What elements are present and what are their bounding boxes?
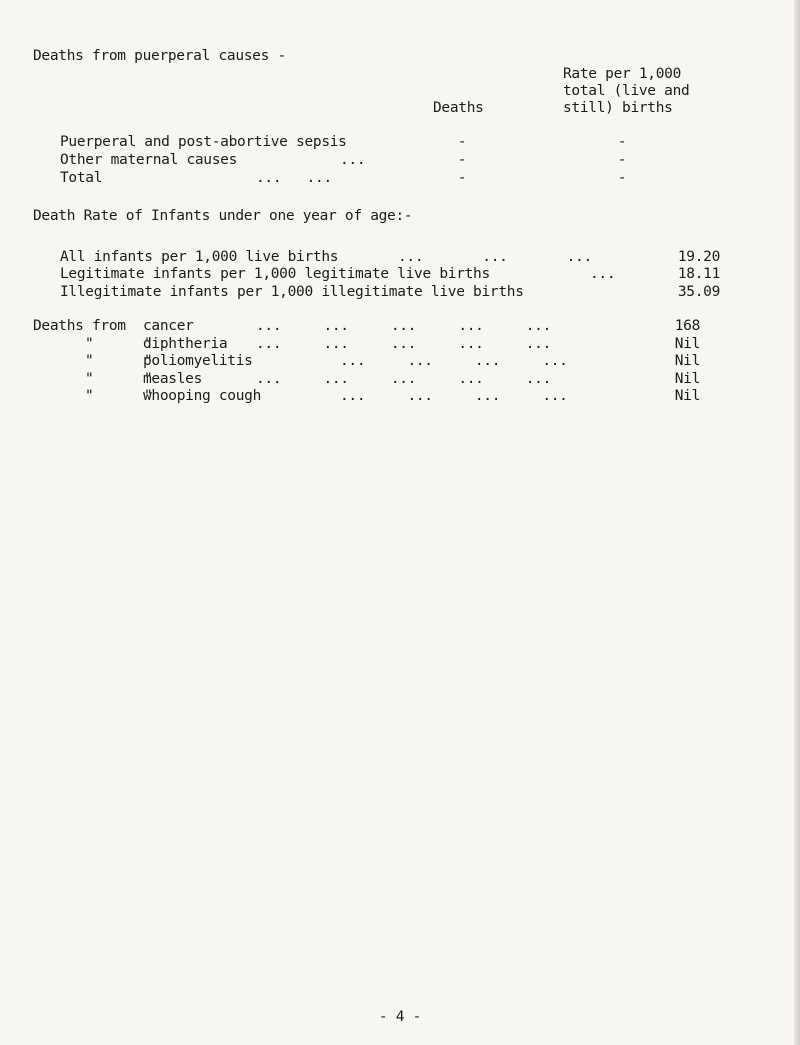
rate-header-line-1: Rate per 1,000 [563,66,682,82]
puerperal-row-deaths: - [457,134,467,150]
dot-leader: ... ... ... ... ... [256,371,552,387]
puerperal-row-rate: - [617,134,627,150]
puerperal-row-deaths: - [457,170,467,186]
page-edge-shadow [794,0,800,1045]
puerperal-row-label: Puerperal and post-abortive sepsis [60,134,347,150]
cause-value: Nil [674,353,700,369]
ditto-mark: " " [85,353,153,369]
puerperal-row-rate: - [617,152,627,168]
cause-prefix: Deaths from [33,318,126,334]
puerperal-heading: Deaths from puerperal causes - [33,48,286,64]
infant-rate-label: Legitimate infants per 1,000 legitimate live births [60,266,490,282]
infants-heading: Death Rate of Infants under one year of age:- [33,208,413,224]
dot-leader: ... ... [256,170,332,186]
puerperal-row-rate: - [617,170,627,186]
infant-rate-label: All infants per 1,000 live births [60,249,339,265]
deaths-header: Deaths [433,100,484,116]
dot-leader: ... [340,152,366,168]
dot-leader: ... ... ... ... ... [256,336,552,352]
cause-value: Nil [674,388,700,404]
infant-rate-value: 35.09 [677,284,720,300]
dot-leader: ... ... ... [398,249,592,265]
cause-value: Nil [674,336,700,352]
dot-leader: ... ... ... ... [340,388,568,404]
rate-header-line-3: still) births [563,100,673,116]
ditto-mark: " " [85,336,153,352]
puerperal-row-label: Total [60,170,103,186]
infant-rate-label: Illegitimate infants per 1,000 illegitimate live births [60,284,524,300]
puerperal-row-deaths: - [457,152,467,168]
infant-rate-value: 18.11 [677,266,720,282]
page-number: - 4 - [378,1009,422,1025]
cause-label: measles [143,371,203,387]
cause-label: diphtheria [143,336,228,352]
cause-value: 168 [674,318,700,334]
dot-leader: ... ... ... ... ... [256,318,552,334]
dot-leader: ... [590,266,616,282]
dot-leader: ... ... ... ... [340,353,568,369]
rate-header-line-2: total (live and [563,83,690,99]
cause-value: Nil [674,371,700,387]
cause-label: poliomyelitis [143,353,253,369]
ditto-mark: " " [85,388,153,404]
infant-rate-value: 19.20 [677,249,720,265]
puerperal-row-label: Other maternal causes [60,152,238,168]
cause-label: cancer [143,318,194,334]
cause-label: whooping cough [143,388,262,404]
ditto-mark: " " [85,371,153,387]
